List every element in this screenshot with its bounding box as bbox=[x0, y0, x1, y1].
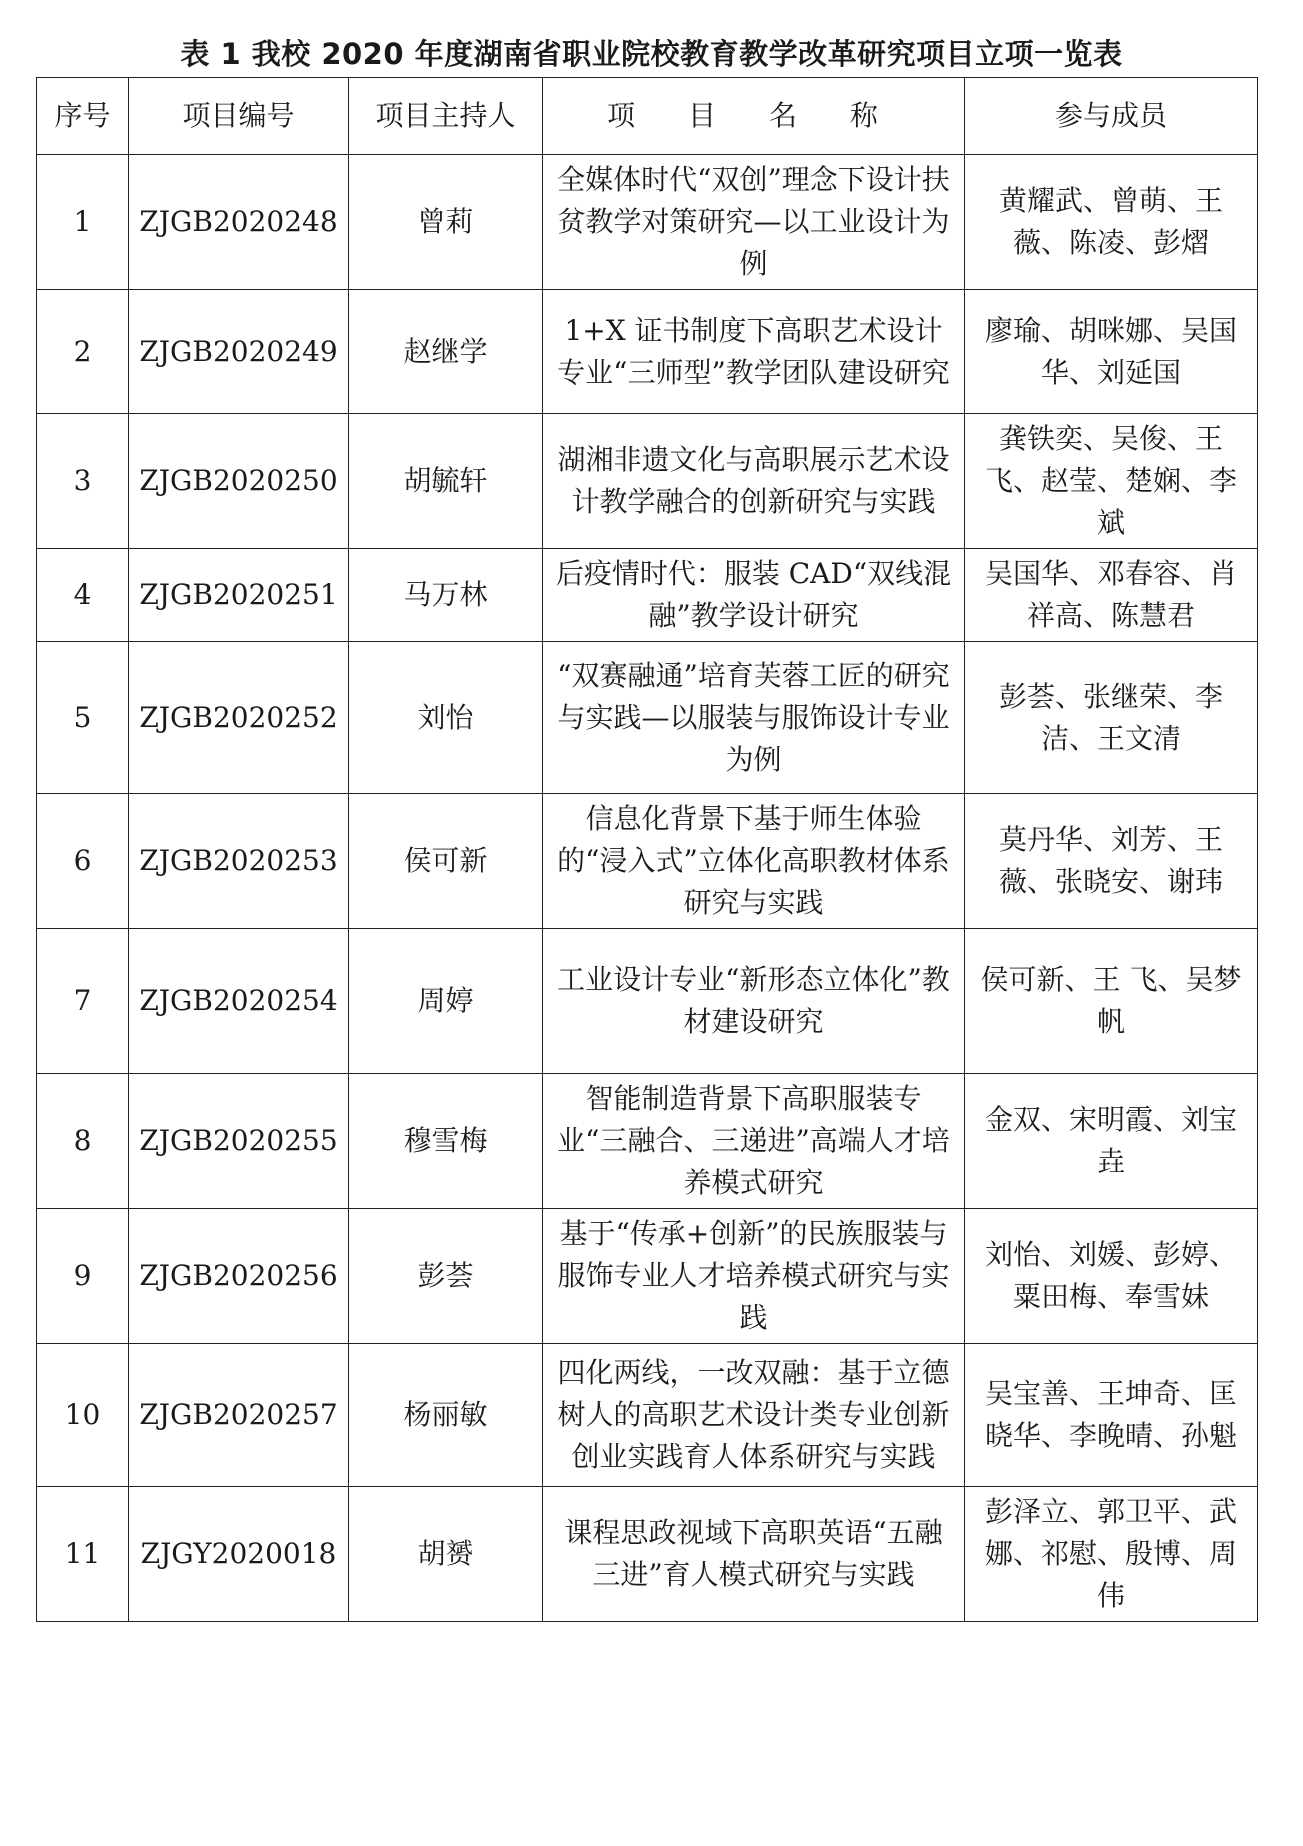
cell-code: ZJGB2020257 bbox=[129, 1344, 349, 1487]
cell-seq: 4 bbox=[37, 549, 129, 642]
cell-code: ZJGB2020250 bbox=[129, 414, 349, 549]
header-members: 参与成员 bbox=[965, 78, 1258, 155]
cell-members: 刘怡、刘媛、彭婷、粟田梅、奉雪妹 bbox=[965, 1209, 1258, 1344]
cell-name: 后疫情时代：服装 CAD“双线混融”教学设计研究 bbox=[543, 549, 965, 642]
cell-members: 彭泽立、郭卫平、武娜、祁慰、殷博、周伟 bbox=[965, 1487, 1258, 1622]
table-row bbox=[37, 642, 1258, 794]
cell-name: “双赛融通”培育芙蓉工匠的研究与实践—以服装与服饰设计专业为例 bbox=[543, 642, 965, 794]
table-row bbox=[37, 549, 1258, 642]
table-row bbox=[37, 414, 1258, 549]
cell-seq: 3 bbox=[37, 414, 129, 549]
cell-members: 吴国华、邓春容、肖祥高、陈慧君 bbox=[965, 549, 1258, 642]
cell-members: 龚铁奕、吴俊、王飞、赵莹、楚娴、李斌 bbox=[965, 414, 1258, 549]
cell-host: 胡毓轩 bbox=[349, 414, 543, 549]
cell-members: 彭荟、张继荣、李洁、王文清 bbox=[965, 642, 1258, 794]
cell-code: ZJGY2020018 bbox=[129, 1487, 349, 1622]
table-header-row bbox=[37, 78, 1258, 155]
cell-members: 金双、宋明霞、刘宝垚 bbox=[965, 1074, 1258, 1209]
cell-host: 刘怡 bbox=[349, 642, 543, 794]
header-seq: 序号 bbox=[37, 78, 129, 155]
cell-host: 周婷 bbox=[349, 929, 543, 1074]
header-code: 项目编号 bbox=[129, 78, 349, 155]
cell-name: 湖湘非遗文化与高职展示艺术设计教学融合的创新研究与实践 bbox=[543, 414, 965, 549]
cell-code: ZJGB2020255 bbox=[129, 1074, 349, 1209]
table-row bbox=[37, 929, 1258, 1074]
cell-host: 曾莉 bbox=[349, 155, 543, 290]
cell-seq: 10 bbox=[37, 1344, 129, 1487]
cell-host: 杨丽敏 bbox=[349, 1344, 543, 1487]
table-row bbox=[37, 1209, 1258, 1344]
cell-code: ZJGB2020248 bbox=[129, 155, 349, 290]
cell-members: 黄耀武、曾萌、王薇、陈凌、彭熠 bbox=[965, 155, 1258, 290]
header-name: 项 目 名 称 bbox=[543, 78, 965, 155]
table-row bbox=[37, 1074, 1258, 1209]
table-title: 表 1 我校 2020 年度湖南省职业院校教育教学改革研究项目立项一览表 bbox=[180, 37, 1123, 71]
cell-name: 全媒体时代“双创”理念下设计扶贫教学对策研究—以工业设计为例 bbox=[543, 155, 965, 290]
cell-host: 赵继学 bbox=[349, 290, 543, 414]
table-row bbox=[37, 290, 1258, 414]
cell-host: 侯可新 bbox=[349, 794, 543, 929]
table-row bbox=[37, 1344, 1258, 1487]
cell-name: 四化两线，一改双融：基于立德树人的高职艺术设计类专业创新创业实践育人体系研究与实践 bbox=[543, 1344, 965, 1487]
cell-code: ZJGB2020253 bbox=[129, 794, 349, 929]
cell-name: 智能制造背景下高职服装专业“三融合、三递进”高端人才培养模式研究 bbox=[543, 1074, 965, 1209]
cell-name: 1+X 证书制度下高职艺术设计专业“三师型”教学团队建设研究 bbox=[543, 290, 965, 414]
cell-host: 彭荟 bbox=[349, 1209, 543, 1344]
cell-members: 吴宝善、王坤奇、匡晓华、李晚晴、孙魁 bbox=[965, 1344, 1258, 1487]
cell-code: ZJGB2020256 bbox=[129, 1209, 349, 1344]
cell-code: ZJGB2020252 bbox=[129, 642, 349, 794]
cell-code: ZJGB2020251 bbox=[129, 549, 349, 642]
cell-seq: 8 bbox=[37, 1074, 129, 1209]
header-host: 项目主持人 bbox=[349, 78, 543, 155]
cell-members: 廖瑜、胡咪娜、吴国华、刘延国 bbox=[965, 290, 1258, 414]
cell-code: ZJGB2020249 bbox=[129, 290, 349, 414]
table-row bbox=[37, 155, 1258, 290]
cell-seq: 6 bbox=[37, 794, 129, 929]
cell-seq: 9 bbox=[37, 1209, 129, 1344]
cell-seq: 2 bbox=[37, 290, 129, 414]
table-row bbox=[37, 1487, 1258, 1622]
cell-seq: 1 bbox=[37, 155, 129, 290]
cell-name: 课程思政视域下高职英语“五融三进”育人模式研究与实践 bbox=[543, 1487, 965, 1622]
projects-table bbox=[36, 77, 1258, 1622]
cell-host: 穆雪梅 bbox=[349, 1074, 543, 1209]
cell-members: 侯可新、王 飞、吴梦帆 bbox=[965, 929, 1258, 1074]
cell-seq: 5 bbox=[37, 642, 129, 794]
cell-members: 莫丹华、刘芳、王薇、张晓安、谢玮 bbox=[965, 794, 1258, 929]
cell-code: ZJGB2020254 bbox=[129, 929, 349, 1074]
cell-name: 工业设计专业“新形态立体化”教材建设研究 bbox=[543, 929, 965, 1074]
cell-seq: 11 bbox=[37, 1487, 129, 1622]
cell-seq: 7 bbox=[37, 929, 129, 1074]
cell-host: 胡赟 bbox=[349, 1487, 543, 1622]
cell-name: 基于“传承+创新”的民族服装与服饰专业人才培养模式研究与实践 bbox=[543, 1209, 965, 1344]
cell-name: 信息化背景下基于师生体验的“浸入式”立体化高职教材体系研究与实践 bbox=[543, 794, 965, 929]
table-row bbox=[37, 794, 1258, 929]
cell-host: 马万林 bbox=[349, 549, 543, 642]
